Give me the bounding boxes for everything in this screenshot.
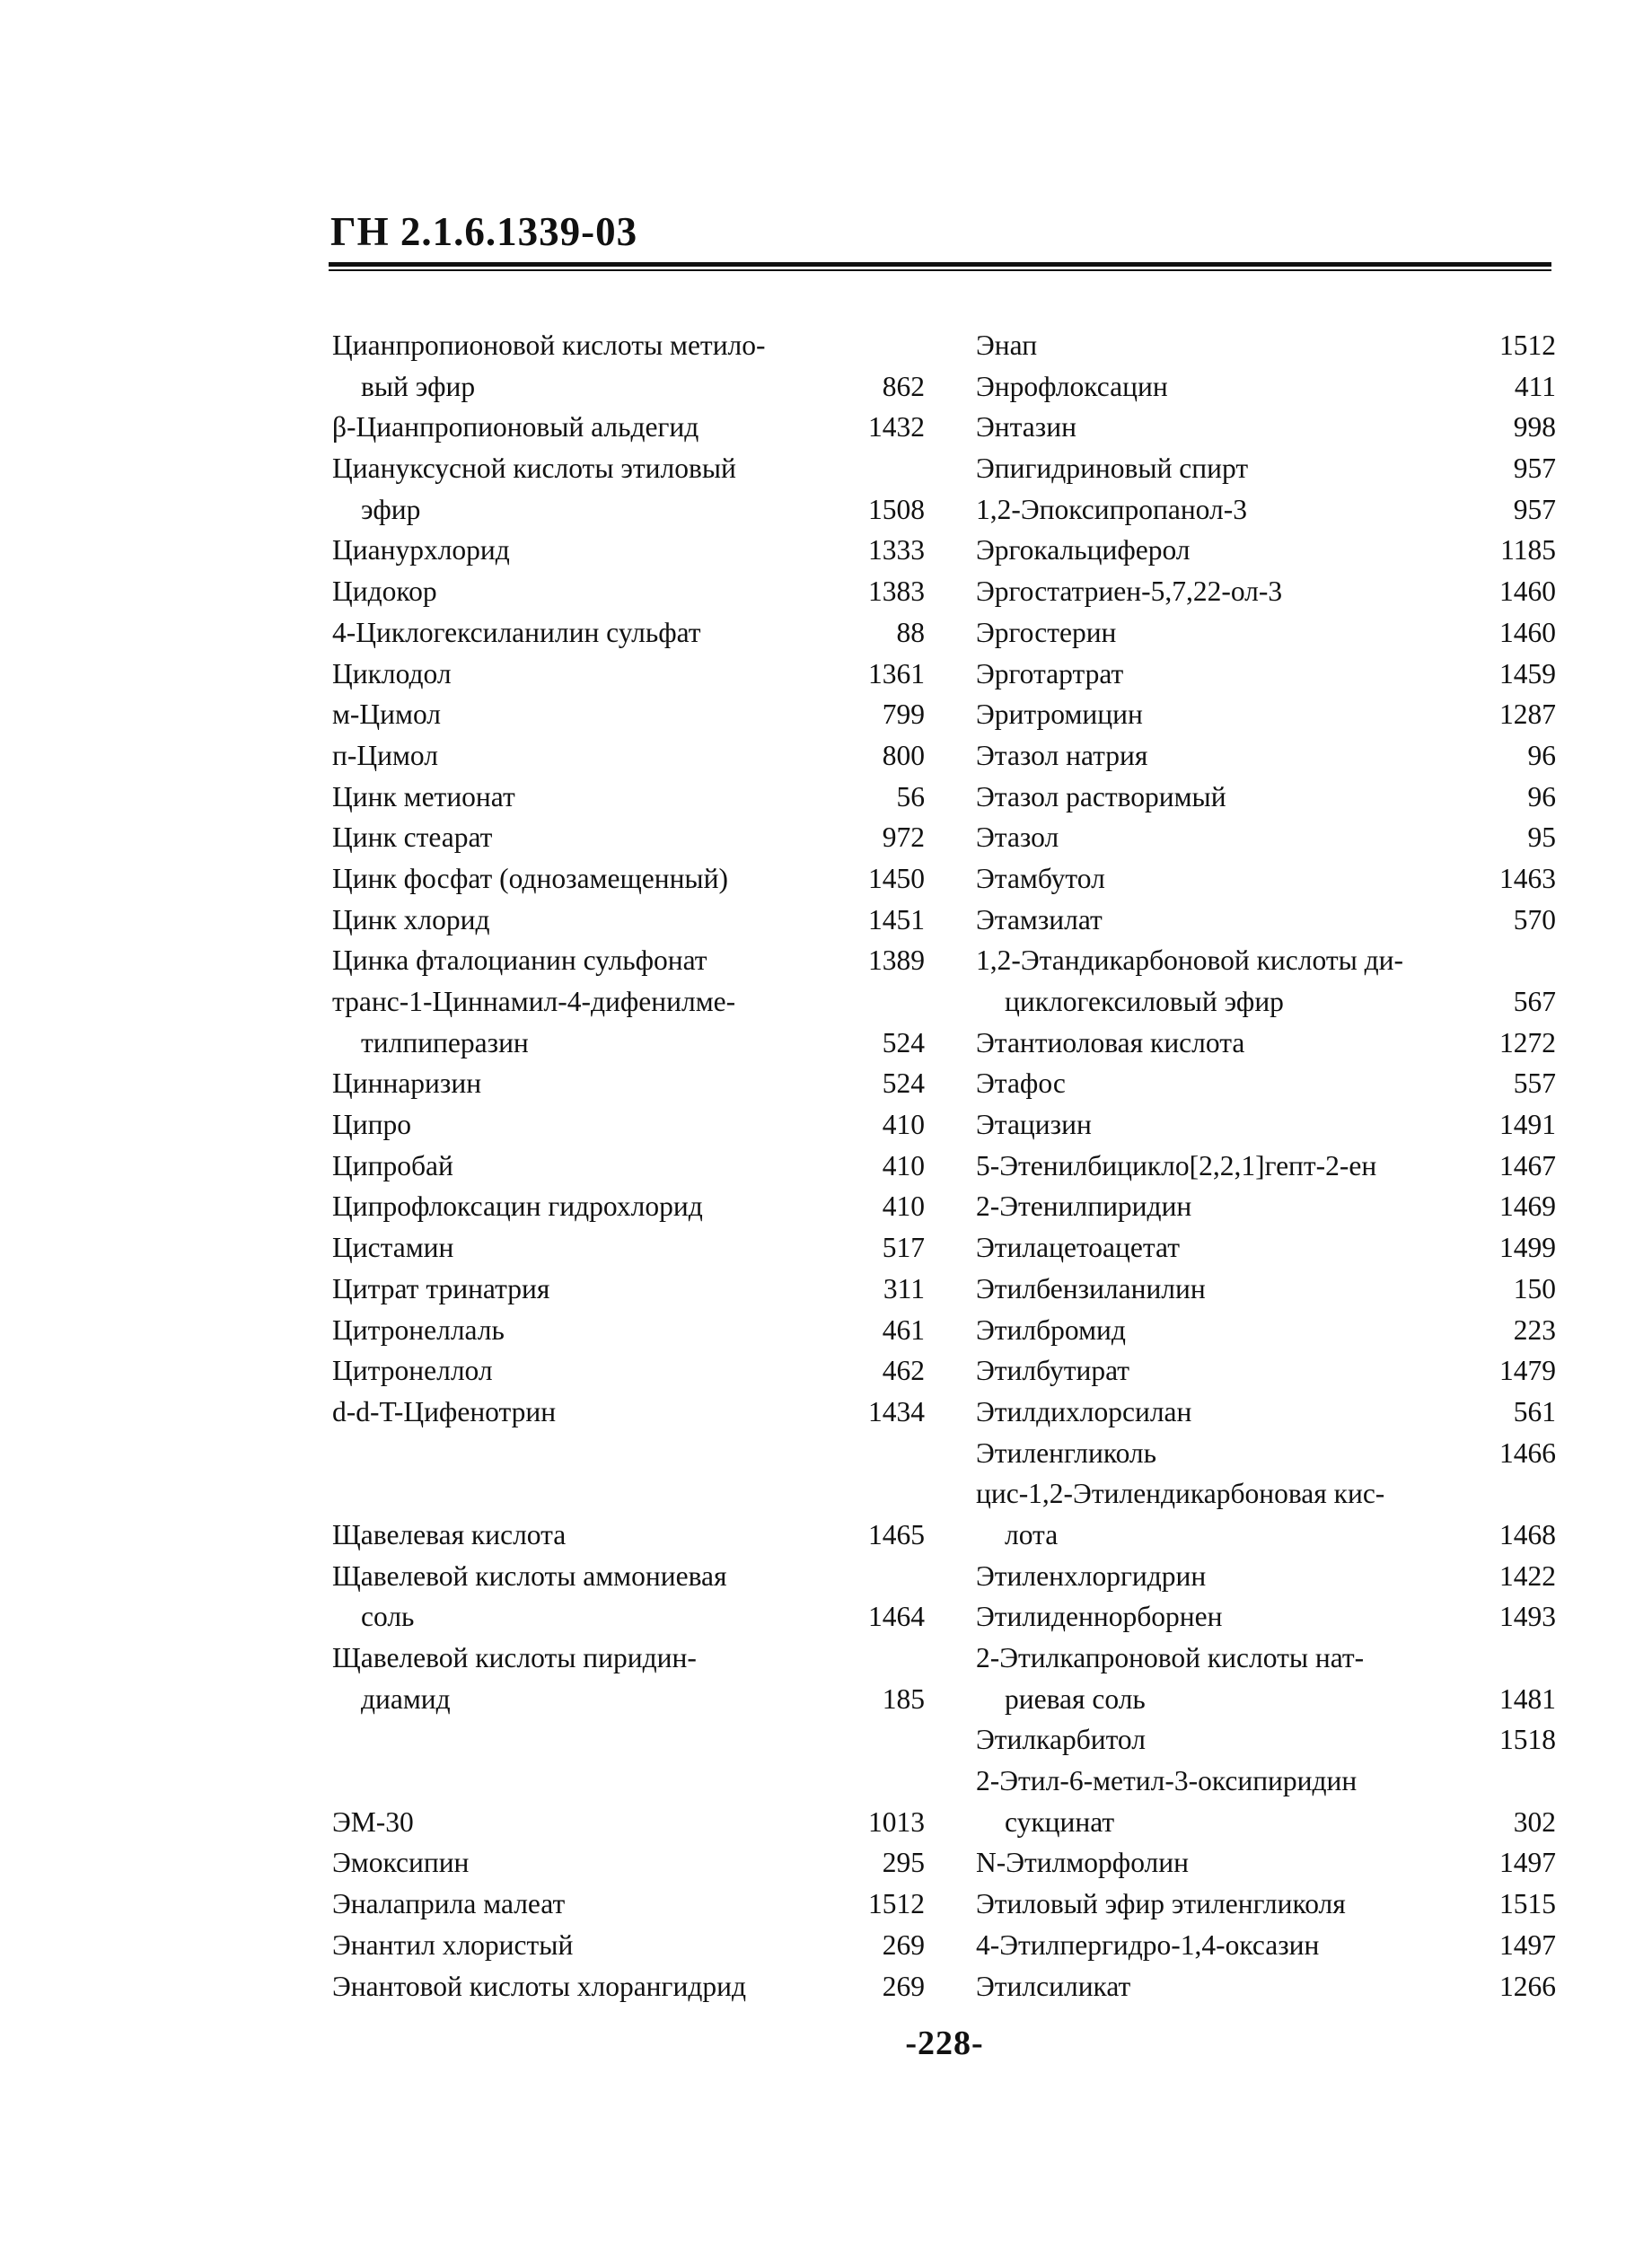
- index-entry: [976, 1556, 1556, 1597]
- index-entry-page: 957: [1513, 493, 1556, 525]
- index-entry-term: Этазол: [976, 821, 1059, 854]
- index-entry: [976, 366, 1556, 408]
- index-entry-term: Этиленгликоль: [976, 1436, 1156, 1469]
- index-entry: [976, 654, 1556, 695]
- index-entry: [332, 694, 925, 735]
- index-entry-page: 1491: [1499, 1109, 1556, 1141]
- index-entry: [332, 1802, 925, 1843]
- index-entry: [332, 1023, 925, 1064]
- index-entry-page: 1463: [1499, 862, 1556, 894]
- index-entry-term: Циннаризин: [332, 1067, 482, 1100]
- index-entry-page: 462: [882, 1355, 925, 1387]
- index-entry: [976, 1433, 1556, 1474]
- index-column-right: [976, 325, 1556, 2007]
- index-entry-term: риевая соль: [1005, 1682, 1146, 1715]
- index-entry-page: 1459: [1499, 657, 1556, 689]
- index-entry: [332, 1925, 925, 1966]
- index-entry-page: 561: [1513, 1395, 1556, 1427]
- index-entry-page: 799: [882, 698, 925, 731]
- index-entry: [976, 530, 1556, 571]
- index-entry-page: 461: [882, 1313, 925, 1346]
- index-entry-term: Этилдихлорсилан: [976, 1395, 1192, 1427]
- index-entry: [976, 1350, 1556, 1392]
- index-entry: [332, 612, 925, 654]
- index-entry-page: 1460: [1499, 575, 1556, 608]
- index-entry-term: 5-Этенилбицикло[2,2,1]гепт-2-ен: [976, 1149, 1377, 1181]
- index-entry-term: п-Цимол: [332, 739, 438, 771]
- index-entry-page: 1266: [1499, 1970, 1556, 2002]
- index-entry-page: 1512: [1499, 329, 1556, 361]
- index-entry-term: 1,2-Этандикарбоновой кислоты ди-: [976, 944, 1403, 977]
- index-entry: [976, 1925, 1556, 1966]
- index-entry-page: 1497: [1499, 1928, 1556, 1961]
- index-entry: [976, 489, 1556, 531]
- index-entry-page: 517: [882, 1232, 925, 1264]
- index-entry-page: 1185: [1500, 534, 1556, 566]
- index-entry-page: 524: [882, 1067, 925, 1100]
- index-entry-page: 302: [1513, 1805, 1556, 1838]
- index-entry-term: Цианурхлорид: [332, 534, 510, 566]
- index-entry-page: 311: [883, 1272, 925, 1304]
- index-entry: [976, 1269, 1556, 1310]
- index-entry: [976, 407, 1556, 448]
- index-entry-page: 1469: [1499, 1190, 1556, 1223]
- index-entry-term: Эрготартрат: [976, 657, 1124, 689]
- index-entry: [976, 1146, 1556, 1187]
- index-entry: [332, 1310, 925, 1351]
- index-entry-term: 1,2-Эпоксипропанол-3: [976, 493, 1247, 525]
- index-entry-page: 570: [1513, 903, 1556, 935]
- index-entry-page: 1450: [868, 862, 925, 894]
- index-entry-term: лота: [1005, 1518, 1059, 1550]
- index-entry-term: Эритромицин: [976, 698, 1143, 731]
- index-entry: [976, 900, 1556, 941]
- index-entry-term: Цистамин: [332, 1232, 454, 1264]
- index-entry: [976, 325, 1556, 366]
- index-entry-term: N-Этилморфолин: [976, 1847, 1189, 1879]
- index-entry: [332, 1227, 925, 1269]
- index-entry-page: 1508: [868, 493, 925, 525]
- index-entry: [976, 858, 1556, 900]
- index-entry: [332, 981, 925, 1023]
- index-entry-term: Этазол растворимый: [976, 780, 1226, 812]
- index-entry-term: Эпигидриновый спирт: [976, 452, 1249, 485]
- index-entry: [332, 1596, 925, 1638]
- index-entry: [332, 571, 925, 612]
- index-entry-term: Этилиденнорборнен: [976, 1601, 1223, 1633]
- index-entry-page: 1464: [868, 1601, 925, 1633]
- index-entry-term: эфир: [361, 493, 421, 525]
- index-entry-page: 411: [1514, 370, 1556, 402]
- index-entry: [976, 1023, 1556, 1064]
- index-entry-term: Щавелевой кислоты аммониевая: [332, 1559, 727, 1592]
- index-entry-page: 56: [896, 780, 925, 812]
- index-entry-page: 95: [1527, 821, 1556, 854]
- index-entry-page: 150: [1513, 1272, 1556, 1304]
- index-entry-term: Цинк фосфат (однозамещенный): [332, 862, 728, 894]
- section-gap: [332, 1719, 925, 1761]
- index-entry: [976, 1802, 1556, 1843]
- index-entry-term: Энап: [976, 329, 1038, 361]
- index-entry-page: 1333: [868, 534, 925, 566]
- index-entry: [332, 1350, 925, 1392]
- index-entry: [976, 694, 1556, 735]
- index-entry-term: Цинка фталоцианин сульфонат: [332, 944, 707, 977]
- index-entry-term: Ципро: [332, 1109, 411, 1141]
- index-entry-page: 185: [882, 1682, 925, 1715]
- index-entry-page: 862: [882, 370, 925, 402]
- index-entry-page: 410: [882, 1190, 925, 1223]
- index-entry-term: Этиловый эфир этиленгликоля: [976, 1888, 1346, 1920]
- index-entry: [332, 1638, 925, 1679]
- index-entry-page: 1432: [868, 411, 925, 444]
- index-entry-page: 96: [1527, 739, 1556, 771]
- index-entry-term: Щавелевая кислота: [332, 1518, 567, 1550]
- section-gap: [332, 1761, 925, 1802]
- index-entry-page: 567: [1513, 986, 1556, 1017]
- index-entry-term: Эргостатриен-5,7,22-ол-3: [976, 575, 1283, 608]
- index-entry-page: 972: [882, 821, 925, 854]
- index-entry-term: вый эфир: [361, 370, 476, 402]
- index-entry: [976, 1842, 1556, 1884]
- index-entry: [332, 940, 925, 981]
- index-entry: [976, 1310, 1556, 1351]
- index-entry-page: 269: [882, 1970, 925, 2002]
- index-entry: [332, 858, 925, 900]
- header-rule-thick: [329, 262, 1551, 267]
- index-entry: [976, 1761, 1556, 1802]
- index-entry: [976, 1186, 1556, 1227]
- index-entry-page: 1389: [868, 944, 925, 977]
- index-entry-term: Этилбензиланилин: [976, 1272, 1206, 1304]
- index-entry: [976, 1515, 1556, 1556]
- index-entry-term: d-d-T-Цифенотрин: [332, 1395, 557, 1427]
- index-entry-term: диамид: [361, 1682, 451, 1715]
- index-entry-term: Цианпропионовой кислоты метило-: [332, 329, 766, 361]
- index-entry: [976, 981, 1556, 1023]
- index-entry: [332, 530, 925, 571]
- index-entry-term: Циануксусной кислоты этиловый: [332, 452, 736, 485]
- index-entry-page: 1467: [1499, 1149, 1556, 1181]
- index-entry: [332, 817, 925, 858]
- index-entry: [976, 1638, 1556, 1679]
- index-entry: [976, 1227, 1556, 1269]
- index-entry: [976, 1966, 1556, 2007]
- index-entry: [976, 735, 1556, 777]
- index-entry: [332, 900, 925, 941]
- index-entry: [332, 366, 925, 408]
- index-entry-page: 998: [1513, 411, 1556, 444]
- index-entry-page: 1287: [1499, 698, 1556, 731]
- index-entry-term: Этилацетоацетат: [976, 1232, 1180, 1264]
- index-entry-term: Энантовой кислоты хлорангидрид: [332, 1970, 746, 2002]
- index-entry: [332, 735, 925, 777]
- index-entry-term: Цинк метионат: [332, 780, 515, 812]
- index-entry: [332, 1269, 925, 1310]
- index-entry: [332, 448, 925, 489]
- index-entry-page: 1460: [1499, 616, 1556, 648]
- index-entry-page: 957: [1513, 452, 1556, 485]
- index-entry-term: Щавелевой кислоты пиридин-: [332, 1642, 697, 1673]
- page-number: -228-: [905, 2024, 984, 2062]
- index-entry-page: 1451: [868, 903, 925, 935]
- index-entry-page: 88: [896, 616, 925, 648]
- index-entry-page: 1272: [1499, 1026, 1556, 1058]
- index-entry-term: соль: [361, 1601, 415, 1633]
- index-entry-term: Цинк хлорид: [332, 903, 490, 935]
- index-entry: [332, 1392, 925, 1433]
- index-entry-term: Цитрат тринатрия: [332, 1272, 550, 1304]
- index-column-left: [332, 325, 925, 2007]
- index-entry-term: Этацизин: [976, 1109, 1092, 1141]
- index-entry-term: Этилбромид: [976, 1313, 1126, 1346]
- index-entry-page: 1013: [868, 1805, 925, 1838]
- index-entry: [976, 448, 1556, 489]
- index-entry-term: Ципробай: [332, 1149, 453, 1181]
- index-entry-term: транс-1-Циннамил-4-дифенилме-: [332, 986, 736, 1017]
- index-entry-page: 410: [882, 1149, 925, 1181]
- index-entry: [976, 1596, 1556, 1638]
- document-code: ГН 2.1.6.1339-03: [330, 209, 638, 254]
- index-entry-term: Этафос: [976, 1067, 1066, 1100]
- index-entry-page: 295: [882, 1847, 925, 1879]
- index-entry-term: Ципрофлоксацин гидрохлорид: [332, 1190, 703, 1223]
- index-entry: [976, 1104, 1556, 1146]
- index-entry-term: Этамбутол: [976, 862, 1105, 894]
- index-entry: [332, 1679, 925, 1720]
- index-entry-term: Цидокор: [332, 575, 437, 608]
- index-entry-term: 2-Этил-6-метил-3-оксипиридин: [976, 1765, 1358, 1797]
- header-rule-thin: [329, 269, 1551, 271]
- index-entry: [332, 325, 925, 366]
- index-entry: [332, 1556, 925, 1597]
- index-entry: [332, 654, 925, 695]
- section-gap: [332, 1473, 925, 1515]
- index-entry: [332, 1104, 925, 1146]
- index-entry: [976, 1063, 1556, 1104]
- index-entry-page: 410: [882, 1109, 925, 1141]
- index-entry-page: 1493: [1499, 1601, 1556, 1633]
- index-entry: [976, 817, 1556, 858]
- index-entry-page: 1499: [1499, 1232, 1556, 1264]
- index-entry-term: β-Цианпропионовый альдегид: [332, 411, 699, 444]
- index-entry-page: 1465: [868, 1518, 925, 1550]
- index-entry: [332, 1063, 925, 1104]
- index-entry: [332, 1966, 925, 2007]
- index-entry-term: Этантиоловая кислота: [976, 1026, 1245, 1058]
- index-entry-term: Этиленхлоргидрин: [976, 1559, 1207, 1592]
- index-entry: [976, 777, 1556, 818]
- index-entry: [332, 1186, 925, 1227]
- index-entry-page: 1512: [868, 1888, 925, 1920]
- index-entry-term: Цитронеллол: [332, 1355, 493, 1387]
- index-entry: [976, 1884, 1556, 1925]
- index-entry-page: 800: [882, 739, 925, 771]
- index-entry-term: Цинк стеарат: [332, 821, 493, 854]
- index-entry-term: Эргостерин: [976, 616, 1117, 648]
- index-entry-term: Этамзилат: [976, 903, 1103, 935]
- index-entry-page: 269: [882, 1928, 925, 1961]
- index-entry-page: 1383: [868, 575, 925, 608]
- index-entry-page: 1497: [1499, 1847, 1556, 1879]
- index-entry-term: Энантил хлористый: [332, 1928, 574, 1961]
- section-gap: [332, 1433, 925, 1474]
- index-entry: [332, 777, 925, 818]
- index-entry-term: Эналаприла малеат: [332, 1888, 566, 1920]
- index-entry: [332, 1884, 925, 1925]
- index-entry: [976, 1679, 1556, 1720]
- index-entry-page: 1518: [1499, 1724, 1556, 1756]
- index-entry-page: 1468: [1499, 1518, 1556, 1550]
- index-entry: [976, 940, 1556, 981]
- index-entry-page: 223: [1513, 1313, 1556, 1346]
- index-entry: [976, 612, 1556, 654]
- index-entry-page: 1479: [1499, 1355, 1556, 1387]
- index-entry-term: Энрофлоксацин: [976, 370, 1168, 402]
- index-entry-term: Этазол натрия: [976, 739, 1148, 771]
- index-entry-term: 2-Этенилпиридин: [976, 1190, 1192, 1223]
- index-entry: [332, 489, 925, 531]
- index-entry-term: Циклодол: [332, 657, 452, 689]
- index-entry: [332, 1515, 925, 1556]
- index-entry: [976, 1719, 1556, 1761]
- index-entry: [976, 1392, 1556, 1433]
- index-entry: [976, 1473, 1556, 1515]
- index-entry-page: 1515: [1499, 1888, 1556, 1920]
- index-entry-term: цис-1,2-Этилендикарбоновая кис-: [976, 1478, 1385, 1510]
- index-entry: [976, 571, 1556, 612]
- index-entry-page: 96: [1527, 780, 1556, 812]
- index-entry-term: Эргокальциферол: [976, 534, 1191, 566]
- index-entry-term: 4-Циклогексиланилин сульфат: [332, 616, 701, 648]
- index-entry-page: 1466: [1499, 1436, 1556, 1469]
- index-entry-term: ЭМ-30: [332, 1805, 414, 1838]
- index-entry-term: Энтазин: [976, 411, 1076, 444]
- index-entry-page: 557: [1513, 1067, 1556, 1100]
- index-entry-term: м-Цимол: [332, 698, 442, 731]
- index-entry-term: тилпиперазин: [361, 1026, 529, 1058]
- index-entry-page: 1361: [868, 657, 925, 689]
- index-entry-page: 1434: [868, 1395, 925, 1427]
- index-entry-term: Этилкарбитол: [976, 1724, 1146, 1756]
- index-entry-page: 524: [882, 1026, 925, 1058]
- index-entry-term: 2-Этилкапроновой кислоты нат-: [976, 1642, 1365, 1673]
- index-entry-term: Эмоксипин: [332, 1847, 470, 1879]
- index-entry-term: сукцинат: [1005, 1805, 1115, 1838]
- index-entry-term: Цитронеллаль: [332, 1313, 505, 1346]
- index-entry: [332, 1146, 925, 1187]
- index-entry-page: 1422: [1499, 1559, 1556, 1592]
- index-entry-page: 1481: [1499, 1682, 1556, 1715]
- index-entry-term: циклогексиловый эфир: [1005, 986, 1284, 1017]
- index-entry: [332, 1842, 925, 1884]
- index-entry-term: Этилсиликат: [976, 1970, 1131, 2002]
- index-entry-term: Этилбутират: [976, 1355, 1130, 1387]
- index-entry: [332, 407, 925, 448]
- index-entry-term: 4-Этилпергидро-1,4-оксазин: [976, 1928, 1320, 1961]
